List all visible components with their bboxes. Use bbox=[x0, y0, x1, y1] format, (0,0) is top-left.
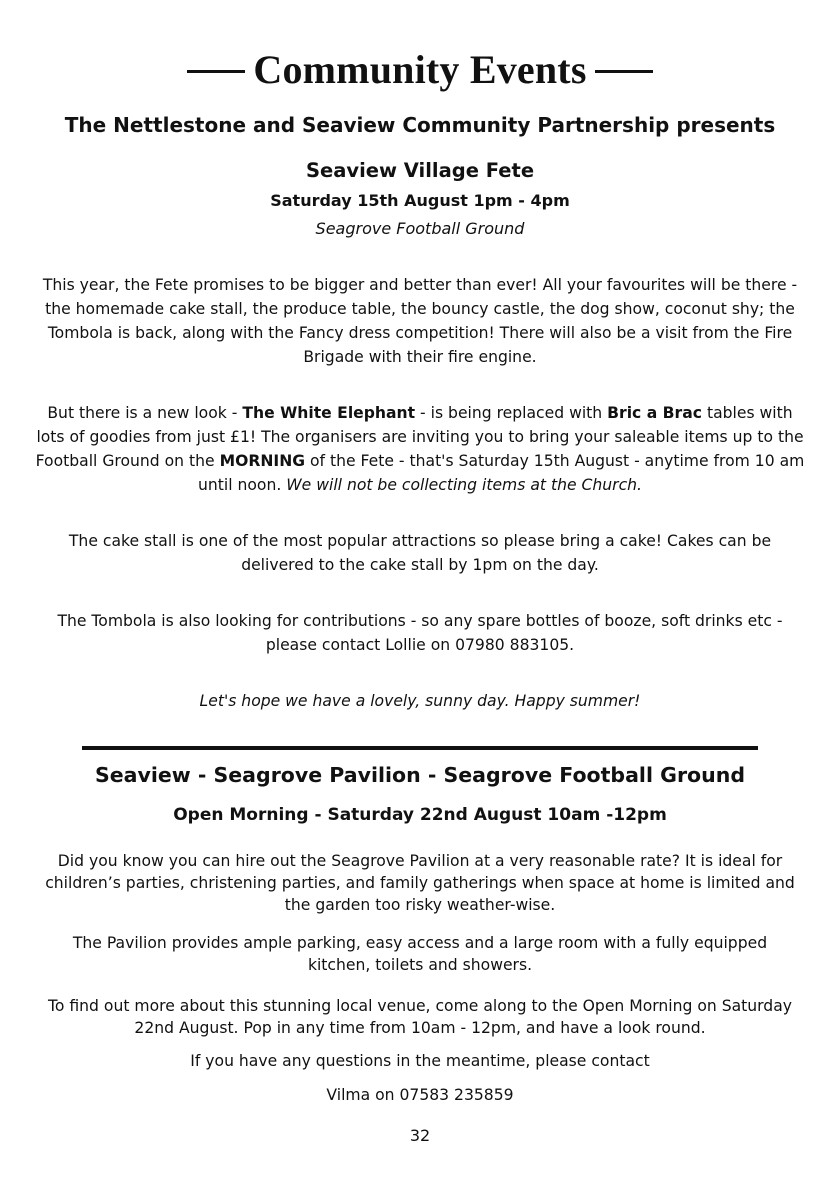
fete-title: Seaview Village Fete bbox=[305, 159, 535, 182]
fete-p2-text-e: tables with lots of goodies from just £1! The organisers are inviting you to bring your saleable items up to the Football Ground on the bbox=[35, 404, 804, 470]
title-dash-left bbox=[187, 70, 245, 73]
presents-line: The Nettlestone and Seaview Community Partnership presents bbox=[64, 113, 776, 137]
fete-p2-text-g: of the Fete - that's Saturday 15th August - anytime from 10 am until noon. bbox=[198, 452, 805, 494]
church-note: We will not be collecting items at the Church. bbox=[286, 476, 642, 494]
page-title-text: Community Events bbox=[253, 47, 587, 92]
pavilion-paragraph-3: To find out more about this stunning local venue, come along to the Open Morning on Saturday 22nd August. Pop in any time from 10am - 12pm, and have a look round. bbox=[47, 997, 792, 1037]
fete-paragraph-2 bbox=[32, 401, 808, 497]
pavilion-paragraph-1: Did you know you can hire out the Seagrove Pavilion at a very reasonable rate? It is ideal for children’s parties, christening parties, and family gatherings when space at home is limited and the garden too risky weather-wise. bbox=[45, 852, 795, 914]
pavilion-subtitle: Open Morning - Saturday 22nd August 10am -12pm bbox=[173, 805, 667, 825]
fete-date: Saturday 15th August 1pm - 4pm bbox=[270, 191, 570, 210]
page-title bbox=[0, 44, 840, 96]
fete-closing-line: Let's hope we have a lovely, sunny day. Happy summer! bbox=[199, 692, 641, 710]
fete-paragraph-3: The cake stall is one of the most popular attractions so please bring a cake! Cakes can be delivered to the cake stall by 1pm on the day. bbox=[68, 532, 772, 574]
fete-p2-text-a: But there is a new look - bbox=[47, 404, 243, 422]
pavilion-title: Seaview - Seagrove Pavilion - Seagrove Football Ground bbox=[95, 763, 745, 787]
pavilion-contact-line: If you have any questions in the meantime, please contact bbox=[190, 1052, 650, 1070]
morning-label: MORNING bbox=[219, 452, 306, 470]
fete-paragraph-1: This year, the Fete promises to be bigger and better than ever! All your favourites will be there - the homemade cake stall, the produce table, the bouncy castle, the dog show, coconut shy; the Tombola is back, along with the Fancy dress competition! There will also be a visit from the Fire Brigade with their fire engine. bbox=[42, 276, 798, 366]
fete-paragraph-4: The Tombola is also looking for contributions - so any spare bottles of booze, soft drinks etc - please contact Lollie on 07980 883105. bbox=[57, 612, 783, 654]
pavilion-contact-phone: Vilma on 07583 235859 bbox=[326, 1086, 514, 1104]
page-number: 32 bbox=[409, 1126, 431, 1145]
white-elephant-label: The White Elephant bbox=[242, 404, 416, 422]
fete-venue: Seagrove Football Ground bbox=[315, 219, 525, 238]
fete-p2-text-c: - is being replaced with bbox=[415, 404, 608, 422]
title-dash-right bbox=[595, 70, 653, 73]
pavilion-paragraph-2: The Pavilion provides ample parking, easy access and a large room with a fully equipped kitchen, toilets and showers. bbox=[72, 934, 768, 974]
bric-a-brac-label: Bric a Brac bbox=[607, 404, 703, 422]
section-divider bbox=[82, 746, 758, 750]
